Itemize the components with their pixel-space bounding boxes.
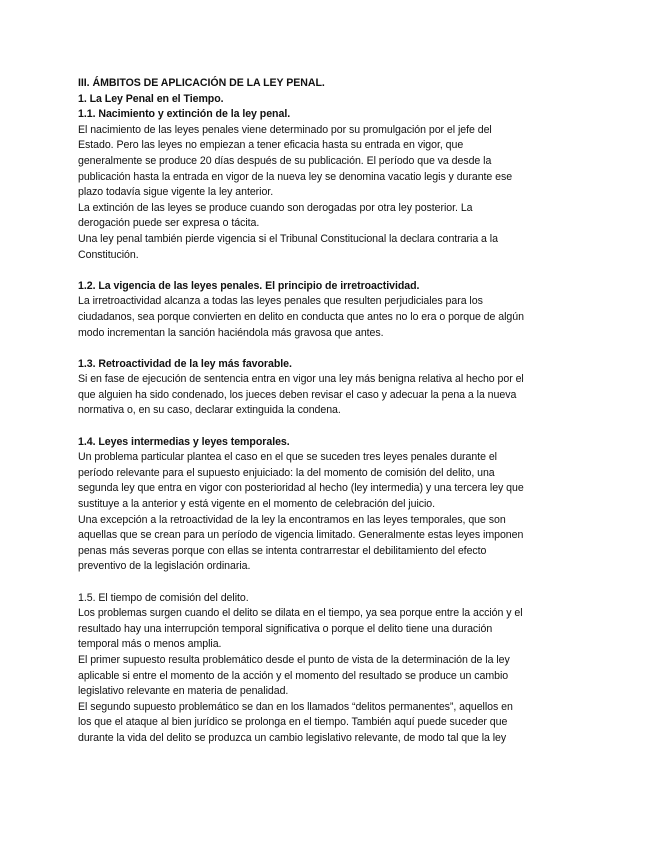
document-title: III. ÁMBITOS DE APLICACIÓN DE LA LEY PENAL. (78, 77, 325, 89)
text-line: generalmente se produce 20 días después de su publicación. El período que va desde la (78, 154, 492, 167)
text-line: plazo todavía sigue vigente la ley anterior. (78, 186, 274, 199)
text-line: derogación puede ser expresa o tácita. (78, 217, 260, 230)
text-line: sustituye a la anterior y está vigente en el momento de celebración del juicio. (78, 498, 436, 511)
text-line: penas más severas porque con ellas se intenta contrarrestar el debilitamiento del efecto (78, 544, 487, 557)
text-line: Una ley penal también pierde vigencia si el Tribunal Constitucional la declara contraria a la (78, 232, 498, 245)
text-line: El nacimiento de las leyes penales viene determinado por su promulgación por el jefe del (78, 123, 492, 136)
text-line: Un problema particular plantea el caso en el que se suceden tres leyes penales durante el (78, 451, 497, 464)
text-line: Una excepción a la retroactividad de la ley la encontramos en las leyes temporales, que son (78, 513, 506, 526)
text-line: Constitución. (78, 248, 139, 261)
subsection-heading: 1.1. Nacimiento y extinción de la ley penal. (78, 108, 291, 121)
text-line: La irretroactividad alcanza a todas las leyes penales que resulten perjudiciales para los (78, 295, 483, 308)
subsection-heading: 1.2. La vigencia de las leyes penales. El principio de irretroactividad. (78, 279, 420, 292)
paragraph-spacer (78, 419, 578, 435)
text-line: segunda ley que entra en vigor con posterioridad al hecho (ley intermedia) y una tercera ley que (78, 482, 524, 495)
text-line: modo incrementan la sanción haciéndola más gravosa que antes. (78, 326, 384, 339)
paragraph-spacer (78, 263, 578, 279)
text-line: La extinción de las leyes se produce cuando son derogadas por otra ley posterior. La (78, 201, 473, 214)
section-heading: 1. La Ley Penal en el Tiempo. (78, 92, 224, 105)
text-line: temporal más o menos amplia. (78, 638, 222, 651)
text-line: los que el ataque al bien jurídico se prolonga en el tiempo. También aquí puede suceder que (78, 716, 508, 729)
text-line: resultado hay una interrupción temporal significativa o porque el delito tiene una duración (78, 622, 493, 635)
paragraph (78, 123, 578, 263)
text-line: aquellas que se crean para un período de vigencia limitado. Generalmente estas leyes imponen (78, 529, 524, 542)
text-line: que alguien ha sido condenado, los jueces deben revisar el caso y adecuar la pena a la nueva (78, 388, 517, 401)
paragraph (78, 294, 578, 341)
text-line: durante la vida del delito se produzca un cambio legislativo relevante, de modo tal que la ley (78, 731, 507, 744)
text-line: normativa o, en su caso, declarar extinguida la condena. (78, 404, 341, 417)
text-line: ciudadanos, sea porque convierten en delito en conducta que antes no lo era o porque de algún (78, 310, 524, 323)
paragraph (78, 606, 578, 746)
subsection-heading: 1.5. El tiempo de comisión del delito. (78, 591, 249, 604)
text-line: El segundo supuesto problemático se dan en los llamados “delitos permanentes”, aquellos en (78, 700, 513, 713)
paragraph (78, 450, 578, 575)
paragraph (78, 372, 578, 419)
text-line: Los problemas surgen cuando el delito se dilata en el tiempo, ya sea porque entre la acción y el (78, 607, 523, 620)
text-line: preventivo de la legislación ordinaria. (78, 560, 251, 573)
text-line: publicación hasta la entrada en vigor de la nueva ley se denomina vacatio legis y durante ese (78, 170, 513, 183)
text-line: Estado. Pero las leyes no empiezan a tener eficacia hasta su entrada en vigor, que (78, 139, 464, 152)
text-line: aplicable si entre el momento de la acción y el momento del resultado se produce un cambio (78, 669, 509, 682)
text-line: período relevante para el supuesto enjuiciado: la del momento de comisión del delito, una (78, 466, 495, 479)
text-line: El primer supuesto resulta problemático desde el punto de vista de la determinación de la ley (78, 653, 510, 666)
document-page (78, 76, 578, 747)
text-line: Si en fase de ejecución de sentencia entra en vigor una ley más benigna relativa al hecho por el (78, 373, 524, 386)
subsection-heading: 1.4. Leyes intermedias y leyes temporales. (78, 435, 290, 448)
subsection-heading: 1.3. Retroactividad de la ley más favorable. (78, 357, 292, 370)
text-line: legislativo relevante en materia de penalidad. (78, 685, 289, 698)
paragraph-spacer (78, 575, 578, 591)
paragraph-spacer (78, 341, 578, 357)
